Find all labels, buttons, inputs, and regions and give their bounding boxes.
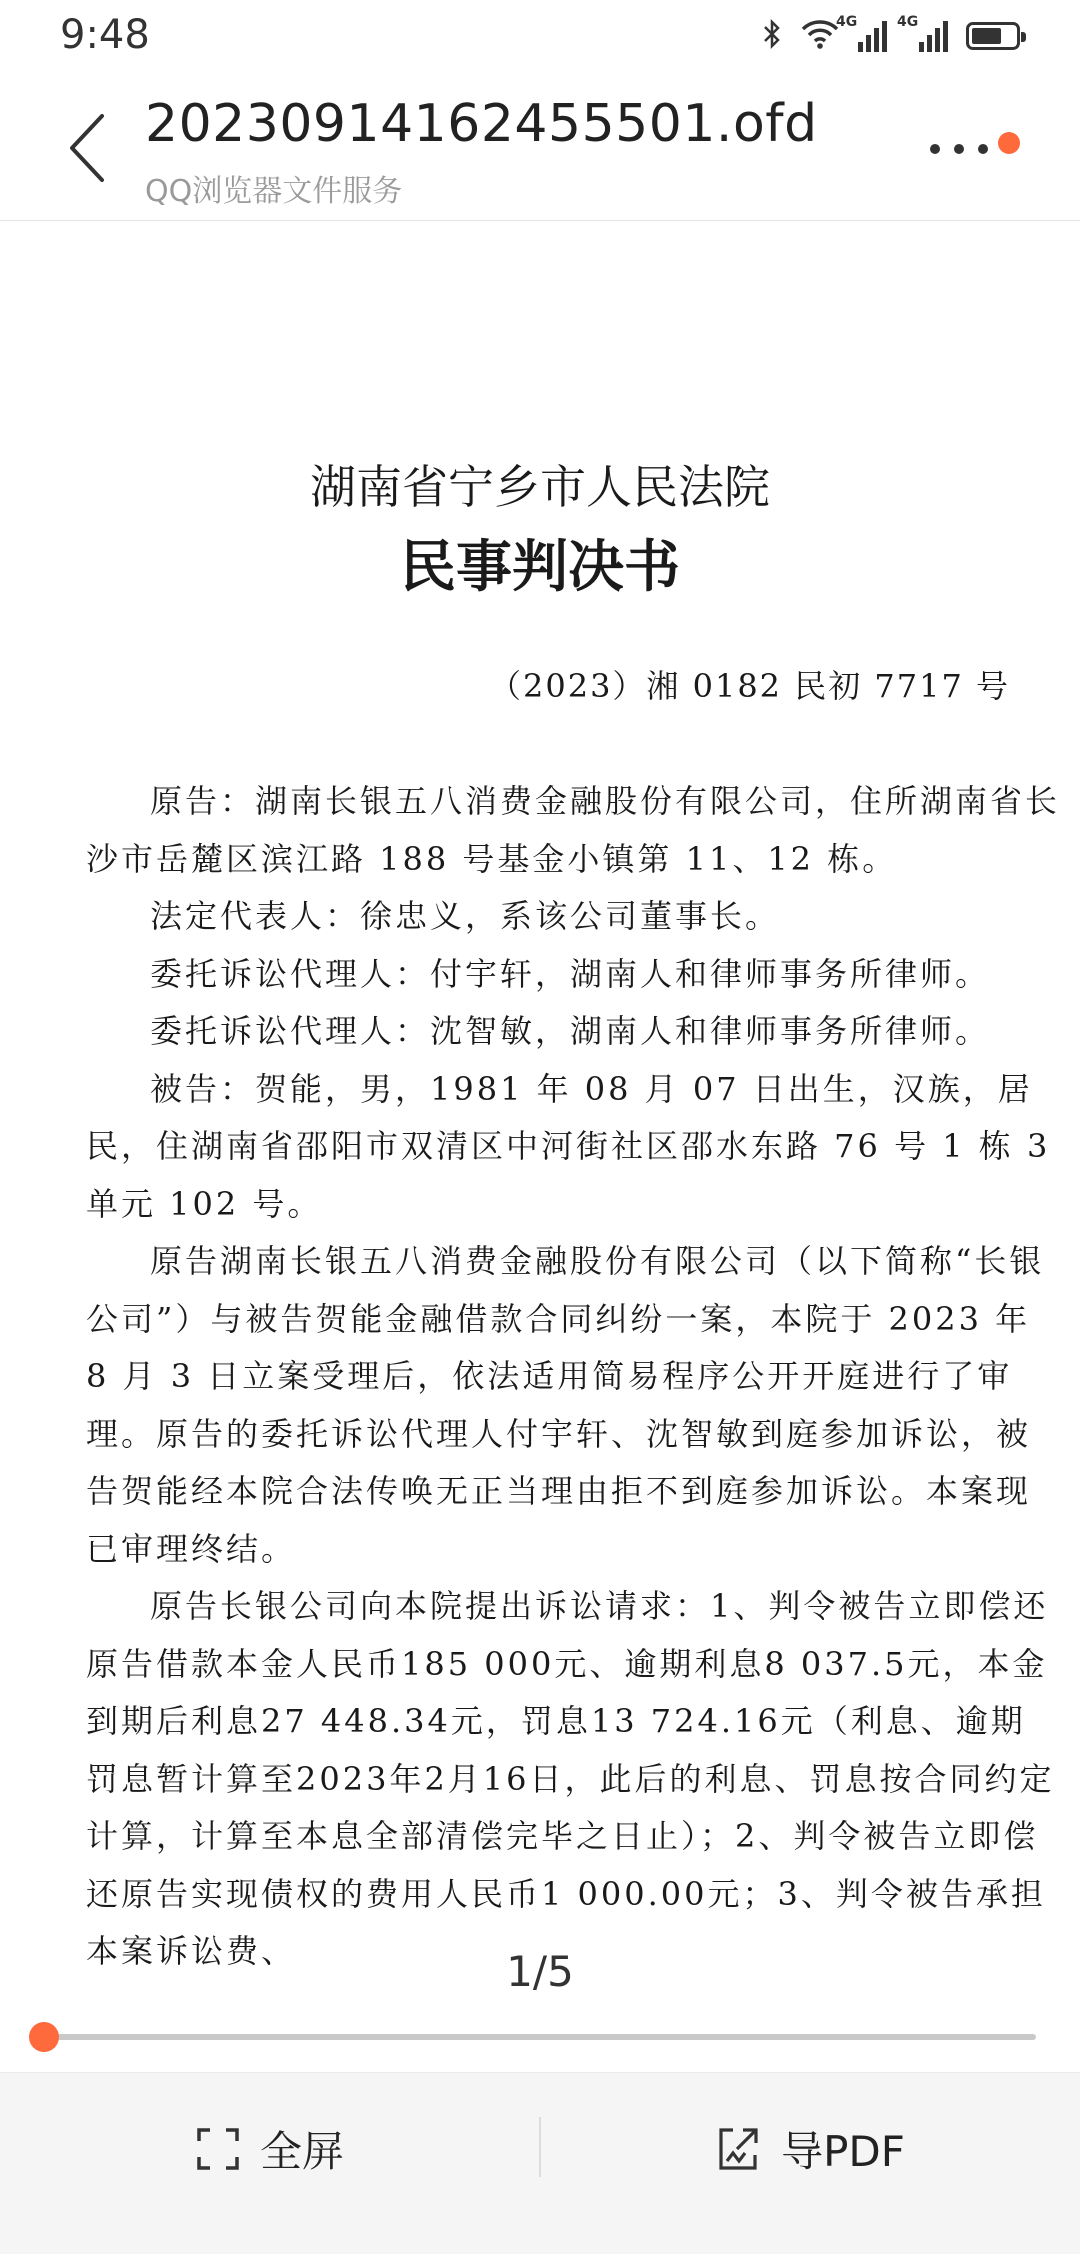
bluetooth-icon [762, 18, 782, 54]
status-icons [762, 14, 1020, 58]
paragraph-case-summary: 原告湖南长银五八消费金融股份有限公司（以下简称“长银公司”）与被告贺能金融借款合同纠纷一案，本院于 2023 年 8 月 3 日立案受理后，依法适用简易程序公开开庭进行了审理。原告的委托诉讼代理人付宇轩、沈智敏到庭参加诉讼，被告贺能经本院合法传唤无正当理由拒不到庭参加诉讼。本案现已审理终结。 [86, 1242, 1045, 1568]
document-type: 民事判决书 [400, 534, 680, 600]
fullscreen-icon [196, 2127, 240, 2171]
export-pdf-button[interactable] [540, 2073, 1080, 2225]
paragraph-defendant: 被告：贺能，男，1981 年 08 月 07 日出生，汉族，居民，住湖南省邵阳市双清区中河街社区邵水东路 76 号 1 栋 3 单元 102 号。 [86, 1069, 1051, 1223]
export-pdf-label: 导PDF [781, 2127, 905, 2176]
back-button[interactable] [58, 108, 118, 188]
document-page[interactable] [0, 221, 1080, 1970]
signal-icon-sim1: 4G [858, 20, 887, 52]
paragraph-plaintiff: 原告：湖南长银五八消费金融股份有限公司，住所湖南省长沙市岳麓区滨江路 188 号基金小镇第 11、12 栋。 [86, 782, 1061, 878]
signal-icon-sim2: 4G [919, 20, 948, 52]
case-number: （2023）湘 0182 民初 7717 号 [488, 667, 1010, 705]
fullscreen-label: 全屏 [259, 2127, 344, 2176]
page-slider-handle[interactable] [29, 2022, 59, 2052]
paragraph-legal-rep: 法定代表人：徐忠义，系该公司董事长。 [150, 897, 781, 935]
app-header [0, 72, 1080, 221]
fullscreen-button[interactable] [0, 2073, 540, 2225]
pdf-export-icon [715, 2125, 761, 2173]
status-bar [0, 0, 1080, 72]
more-button[interactable] [930, 124, 1020, 164]
navigation-bar [0, 2224, 1080, 2254]
notification-badge [998, 132, 1020, 154]
paragraph-claims: 原告长银公司向本院提出诉讼请求：1、判令被告立即偿还原告借款本金人民币185 000元、逾期利息8 037.5元，本金到期后利息27 448.34元，罚息13 724.16元（利息、逾期罚息暂计算至2023年2月16日，此后的利息、罚息按合同约定计算，计算至本息全部清偿完毕之日止）；2、判令被告立即偿还原告实现债权的费用人民币1 000.00元；3、判令被告承担本案诉讼费、 [86, 1587, 1055, 1970]
bottom-toolbar [0, 2072, 1080, 2225]
status-time: 9:48 [60, 12, 150, 58]
file-title: 20230914162455501.ofd [145, 94, 818, 154]
page-indicator: 1/5 [506, 1947, 574, 1996]
more-icon [930, 144, 940, 154]
paragraph-agent-1: 委托诉讼代理人：付宇轩，湖南人和律师事务所律师。 [150, 954, 991, 993]
wifi-icon [800, 18, 840, 54]
battery-icon [966, 22, 1020, 50]
chevron-left-icon [58, 108, 118, 188]
file-subtitle: QQ浏览器文件服务 [145, 174, 403, 209]
court-name: 湖南省宁乡市人民法院 [310, 460, 770, 514]
paragraph-agent-2: 委托诉讼代理人：沈智敏，湖南人和律师事务所律师。 [150, 1012, 991, 1050]
page-slider[interactable] [44, 2034, 1036, 2040]
document-body [86, 773, 1060, 1981]
